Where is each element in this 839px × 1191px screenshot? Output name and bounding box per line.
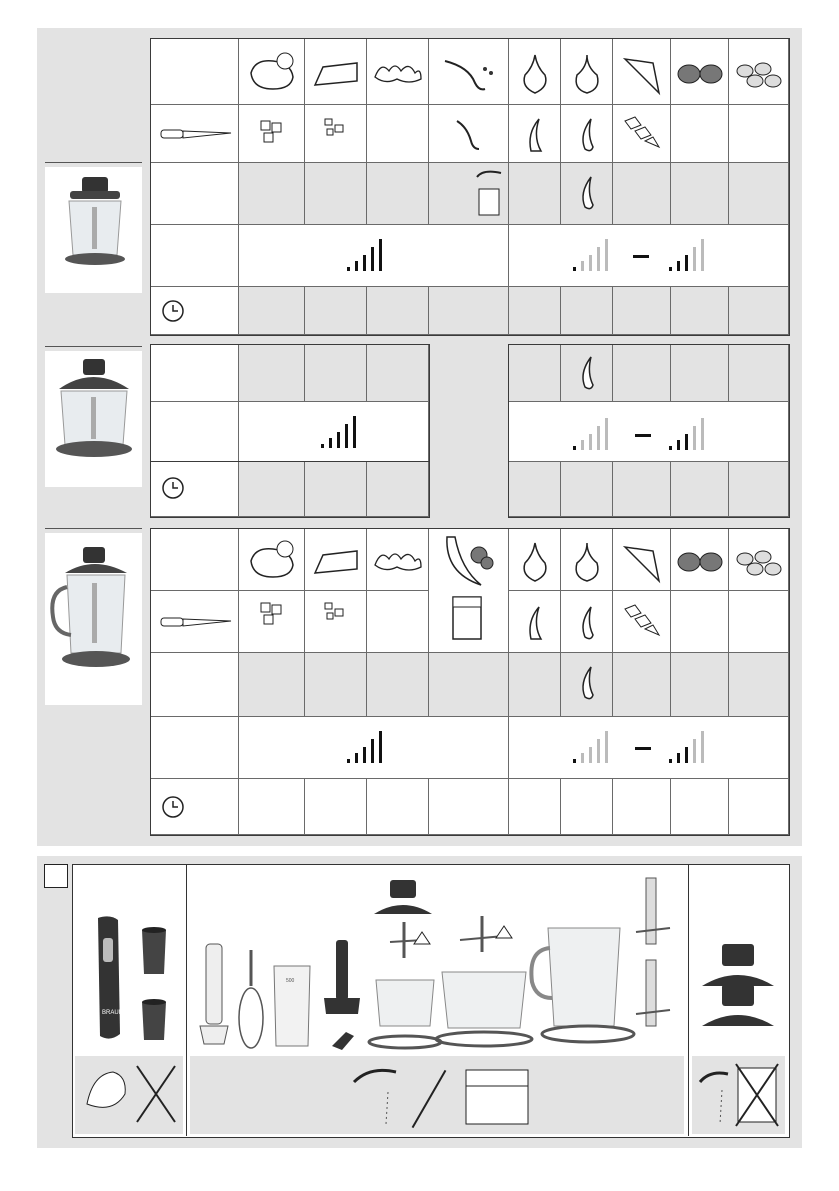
- value-cell: [613, 345, 671, 402]
- value-cell: [561, 163, 613, 225]
- range-dash: [633, 255, 649, 258]
- ingredient-cell: [239, 39, 305, 105]
- medium-bowl-icon: [436, 966, 532, 1034]
- chopper-lid-icon: [370, 876, 436, 922]
- onion-wedge-icon: [525, 117, 545, 153]
- value-cell: [613, 779, 671, 835]
- value-cell: [367, 163, 429, 225]
- row-label: [151, 225, 239, 287]
- garlic-clove-icon: [577, 175, 597, 211]
- value-cell: [305, 462, 367, 517]
- prep-cell-empty: [671, 591, 729, 653]
- ingredient-cell: [671, 39, 729, 105]
- jug-bowl-photo: [45, 533, 142, 705]
- prep-cell: [305, 591, 367, 653]
- value-cell: [239, 345, 305, 402]
- blender-jug-icon: [451, 595, 485, 643]
- blank-cell: [151, 39, 239, 105]
- clock-icon: [161, 795, 185, 819]
- prep-cell: [613, 591, 671, 653]
- speed-max-icon: [319, 412, 363, 452]
- speed-cell: [509, 402, 789, 462]
- row-label: [151, 287, 239, 335]
- prep-cell: [561, 591, 613, 653]
- meat-icon: [247, 51, 299, 95]
- ingredient-cell: [561, 529, 613, 591]
- herbs-icon: [371, 57, 425, 87]
- divider: [45, 346, 142, 347]
- row-label: [151, 402, 239, 462]
- ingredient-cell: [671, 529, 729, 591]
- chart-table-jug-bowl: [150, 528, 790, 836]
- row-label: [151, 653, 239, 717]
- ingredient-cell: [561, 39, 613, 105]
- value-cell: [239, 462, 305, 517]
- speed-cell: [239, 225, 509, 287]
- value-cell: [729, 779, 789, 835]
- value-cell: [729, 163, 789, 225]
- value-cell: [671, 779, 729, 835]
- prep-cell: [509, 105, 561, 163]
- wash-panel: [190, 1056, 684, 1134]
- blender-shaft-icon: [198, 940, 230, 1052]
- speed-mid-icon: [667, 414, 711, 454]
- small-cubes-icon: [323, 601, 349, 623]
- value-cell: [509, 779, 561, 835]
- value-cell: [305, 287, 367, 335]
- banana-strawberry-icon: [441, 533, 497, 589]
- value-cell: [509, 462, 561, 517]
- value-cell: [305, 653, 367, 717]
- ingredient-cell: [239, 529, 305, 591]
- blank-cell: [151, 529, 239, 591]
- blender-logo: BRAUN: [102, 1010, 124, 1016]
- ingredient-cell: [613, 39, 671, 105]
- value-cell: [429, 163, 509, 225]
- knife-icon: [159, 615, 233, 629]
- cap-cup-icon: [138, 996, 170, 1044]
- herbs-icon: [371, 545, 425, 575]
- value-cell: [429, 779, 509, 835]
- value-cell: [729, 653, 789, 717]
- value-cell: [561, 287, 613, 335]
- chart-table-small-chopper: [150, 38, 790, 336]
- almonds-icon: [733, 549, 785, 577]
- speed-cell: [239, 717, 509, 779]
- cap-lid-icon: [138, 924, 170, 980]
- garlic-clove-icon: [577, 117, 597, 153]
- garlic-clove-icon: [577, 605, 597, 641]
- value-cell: [367, 779, 429, 835]
- jug-blade-icon: [630, 874, 676, 954]
- prep-cell-empty: [729, 105, 789, 163]
- almonds-icon: [733, 61, 785, 89]
- prep-cell: [305, 105, 367, 163]
- value-cell: [509, 287, 561, 335]
- ingredient-cell: [305, 529, 367, 591]
- divider: [186, 864, 187, 1136]
- prep-cell: [509, 591, 561, 653]
- speed-max-icon: [345, 727, 389, 767]
- prep-cell-empty: [671, 105, 729, 163]
- cheese-icon: [313, 59, 361, 89]
- prep-cell: [239, 105, 305, 163]
- value-cell: [613, 653, 671, 717]
- beaker-icon: [270, 962, 314, 1055]
- garlic-icon: [571, 53, 603, 95]
- chopper-medium-photo: [45, 351, 142, 487]
- speed-cell: [239, 402, 429, 462]
- speed-low-icon: [571, 235, 615, 275]
- value-cell: [367, 653, 429, 717]
- bowl-base-ring-icon: [432, 1030, 536, 1048]
- value-cell: [305, 163, 367, 225]
- no-water-icon: [133, 1062, 179, 1126]
- ingredient-cell: [509, 529, 561, 591]
- speed-mid-icon: [667, 235, 711, 275]
- garlic-clove-icon: [577, 355, 597, 391]
- value-cell: [305, 345, 367, 402]
- ingredient-cell: [367, 39, 429, 105]
- clock-icon: [161, 476, 185, 500]
- small-bowl-icon: [370, 974, 440, 1034]
- prep-label-cell: [151, 591, 239, 653]
- carrot-pieces-icon: [621, 601, 663, 641]
- value-cell: [509, 163, 561, 225]
- whisk-icon: [236, 946, 266, 1050]
- cheese-icon: [313, 547, 361, 577]
- row-label: [151, 163, 239, 225]
- row-label: [151, 779, 239, 835]
- value-cell: [561, 462, 613, 517]
- knife-icon: [159, 127, 233, 141]
- divider: [45, 528, 142, 529]
- speed-low-icon: [571, 727, 615, 767]
- dishwasher-icon: [462, 1066, 532, 1128]
- chili-icon: [439, 53, 499, 93]
- value-cell: [671, 345, 729, 402]
- chopped-chili-icon: [453, 117, 483, 151]
- slash-separator: [412, 1070, 447, 1128]
- onion-icon: [519, 541, 551, 583]
- divider: [688, 864, 689, 1136]
- section-label-box: [44, 864, 68, 888]
- value-cell: [239, 779, 305, 835]
- row-label: [151, 462, 239, 517]
- value-cell: [367, 345, 429, 402]
- prep-cell: [429, 105, 509, 163]
- value-cell: [239, 287, 305, 335]
- prep-cell: [239, 591, 305, 653]
- beaker-mark: 500: [286, 978, 295, 984]
- ingredient-cell: [429, 529, 509, 653]
- value-cell: [509, 653, 561, 717]
- onion-icon: [519, 53, 551, 95]
- carrot-icon: [619, 53, 665, 97]
- chopper-lid-icon: [698, 980, 778, 1036]
- prep-cell: [561, 105, 613, 163]
- jug-icon: [524, 922, 628, 1032]
- prep-cell-empty: [367, 105, 429, 163]
- value-cell: [367, 462, 429, 517]
- chopper-small-photo: [45, 167, 142, 293]
- prep-cell-empty: [367, 591, 429, 653]
- small-cubes-icon: [323, 117, 349, 139]
- range-dash: [635, 434, 651, 437]
- wipe-cloth-icon: [83, 1064, 131, 1124]
- range-dash: [635, 747, 651, 750]
- divider: [45, 162, 142, 163]
- garlic-icon: [571, 541, 603, 583]
- value-cell: [613, 163, 671, 225]
- clock-icon: [161, 299, 185, 323]
- ingredient-cell: [729, 529, 789, 591]
- carrot-icon: [619, 541, 665, 585]
- cubes-icon: [259, 119, 285, 145]
- value-cell: [239, 653, 305, 717]
- ingredient-cell: [509, 39, 561, 105]
- masher-icon: [322, 936, 362, 1020]
- chart-table-medium-chopper-left-time: [150, 461, 430, 518]
- water-tap-icon: [350, 1062, 410, 1128]
- value-cell: [239, 163, 305, 225]
- onion-wedge-icon: [525, 605, 545, 641]
- motor-handle-icon: [88, 914, 128, 1055]
- garlic-clove-icon: [577, 665, 597, 701]
- value-cell: [561, 345, 613, 402]
- value-cell: [367, 287, 429, 335]
- speed-cell: [509, 717, 789, 779]
- value-cell: [429, 287, 509, 335]
- value-cell: [729, 287, 789, 335]
- walnuts-icon: [675, 61, 725, 87]
- value-cell: [613, 462, 671, 517]
- row-label: [151, 717, 239, 779]
- value-cell: [671, 462, 729, 517]
- value-cell: [509, 345, 561, 402]
- value-cell: [671, 163, 729, 225]
- dishwasher-safe-icon: [494, 924, 514, 940]
- cubes-icon: [259, 601, 285, 627]
- bowl-base-ring-icon: [538, 1024, 638, 1044]
- meat-icon: [247, 539, 299, 583]
- prep-label-cell: [151, 105, 239, 163]
- wipe-clean-panel: [75, 1056, 183, 1134]
- water-tap-icon: [696, 1064, 732, 1128]
- speed-low-icon: [571, 414, 615, 454]
- no-dishwasher-icon: [734, 1062, 780, 1128]
- ingredient-cell: [613, 529, 671, 591]
- ingredient-cell: [305, 39, 367, 105]
- value-cell: [561, 779, 613, 835]
- ingredient-cell: [367, 529, 429, 591]
- ingredient-cell: [429, 39, 509, 105]
- value-cell: [729, 462, 789, 517]
- speed-mid-icon: [667, 727, 711, 767]
- walnuts-icon: [675, 549, 725, 575]
- water-tap-icon: [473, 167, 507, 219]
- value-cell: [671, 287, 729, 335]
- chart-table-medium-chopper-right: [508, 344, 790, 518]
- speed-cell: [509, 225, 789, 287]
- prep-cell-empty: [729, 591, 789, 653]
- spatula-icon: [328, 1024, 358, 1052]
- dishwasher-safe-icon: [412, 930, 432, 946]
- value-cell: [305, 779, 367, 835]
- no-wash-panel: [692, 1056, 785, 1134]
- value-cell: [671, 653, 729, 717]
- speed-max-icon: [345, 235, 389, 275]
- value-cell: [613, 287, 671, 335]
- carrot-pieces-icon: [621, 113, 663, 153]
- prep-cell: [613, 105, 671, 163]
- value-cell: [729, 345, 789, 402]
- jug-blade-icon: [630, 956, 676, 1036]
- ingredient-cell: [729, 39, 789, 105]
- row-label: [151, 345, 239, 402]
- value-cell: [561, 653, 613, 717]
- value-cell: [429, 653, 509, 717]
